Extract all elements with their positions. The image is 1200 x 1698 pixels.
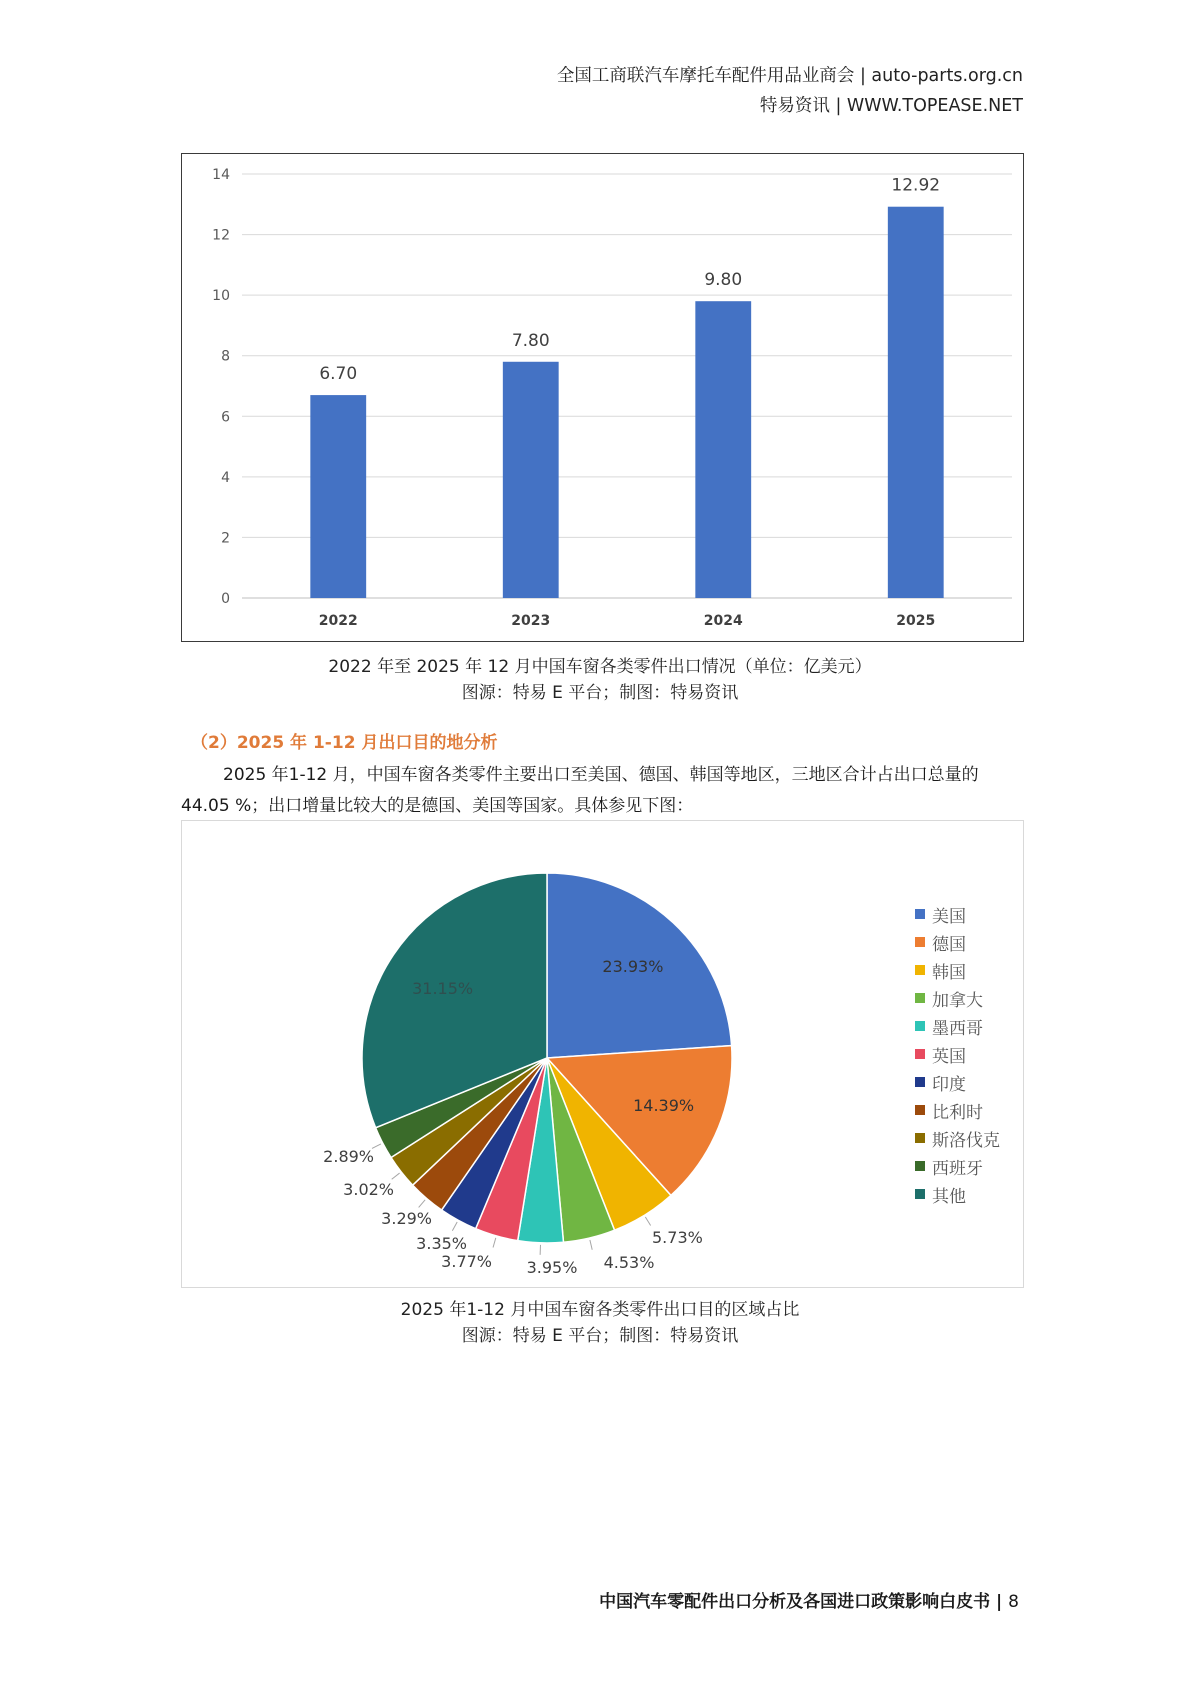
bar-value-label: 9.80	[704, 270, 743, 291]
legend-label: 韩国	[932, 962, 966, 983]
y-tick-label: 14	[212, 167, 230, 183]
pie-chart-source: 图源：特易 E 平台；制图：特易资讯	[461, 1326, 739, 1346]
section-paragraph-text: 2025 年1-12 月，中国车窗各类零件主要出口至美国、德国、韩国等地区，三地区合计占出口总量的44.05 %；出口增量比较大的是德国、美国等国家。具体参见下图：	[181, 765, 979, 816]
pie-value-label: 3.02%	[343, 1180, 394, 1199]
header-org-line: 全国工商联汽车摩托车配件用品业商会 | auto-parts.org.cn	[556, 66, 1023, 86]
y-tick-label: 12	[212, 227, 230, 244]
bar	[695, 301, 751, 598]
legend-swatch	[915, 1105, 925, 1115]
legend-item	[915, 1180, 1000, 1208]
legend-label: 美国	[932, 906, 966, 927]
pie-value-label: 2.89%	[323, 1147, 374, 1166]
pie-chart	[182, 821, 1023, 1287]
bar-value-label: 7.80	[511, 330, 550, 351]
pie-value-label: 4.53%	[603, 1253, 655, 1272]
pie-value-label: 3.29%	[381, 1209, 432, 1228]
page-footer	[599, 1587, 1019, 1612]
section-paragraph	[181, 760, 1023, 822]
legend-item	[915, 956, 1000, 984]
y-tick-label: 10	[212, 288, 230, 305]
pie-value-label: 3.77%	[441, 1252, 492, 1271]
header-site-line: 特易资讯 | WWW.TOPEASE.NET	[759, 96, 1023, 116]
pie-chart-frame	[181, 820, 1024, 1288]
legend-label: 英国	[932, 1046, 966, 1067]
pie-value-label: 23.93%	[602, 957, 664, 977]
legend-item	[915, 1124, 1000, 1152]
legend-item	[915, 1068, 1000, 1096]
legend-swatch	[915, 1077, 925, 1087]
legend-item	[915, 1012, 1000, 1040]
legend-swatch	[915, 937, 925, 947]
bar	[310, 395, 366, 598]
footer-title: 中国汽车零配件出口分析及各国进口政策影响白皮书	[599, 1592, 991, 1612]
legend-swatch	[915, 993, 925, 1003]
legend-swatch	[915, 1133, 925, 1143]
legend-label: 比利时	[932, 1102, 983, 1123]
bar-chart-source: 图源：特易 E 平台；制图：特易资讯	[461, 683, 739, 703]
legend-swatch	[915, 1161, 925, 1171]
legend-swatch	[915, 1049, 925, 1059]
pie-legend	[915, 900, 1000, 1208]
pie-leader-line	[645, 1217, 650, 1226]
legend-label: 西班牙	[932, 1158, 983, 1179]
bar-value-label: 6.70	[319, 364, 358, 385]
bar-chart-frame	[181, 153, 1024, 642]
y-tick-label: 8	[221, 348, 230, 365]
legend-item	[915, 900, 1000, 928]
legend-label: 墨西哥	[932, 1018, 983, 1039]
pie-leader-line	[590, 1240, 592, 1250]
pie-leader-line	[419, 1200, 426, 1208]
pie-leader-line	[452, 1222, 457, 1231]
footer-separator: |	[996, 1592, 1003, 1612]
pie-value-label: 5.73%	[652, 1228, 703, 1247]
legend-item	[915, 1040, 1000, 1068]
bar	[888, 207, 944, 598]
pie-value-label: 31.15%	[412, 978, 474, 998]
x-tick-label: 2022	[318, 613, 358, 629]
y-tick-label: 4	[221, 469, 230, 486]
section-heading: （2）2025 年 1-12 月出口目的地分析	[191, 733, 498, 753]
x-tick-label: 2025	[896, 613, 936, 629]
bar-chart	[182, 154, 1023, 641]
legend-item	[915, 928, 1000, 956]
legend-label: 印度	[932, 1074, 966, 1095]
legend-label: 德国	[932, 934, 966, 955]
legend-item	[915, 1152, 1000, 1180]
bar-value-label: 12.92	[891, 175, 941, 196]
legend-label: 加拿大	[932, 990, 983, 1011]
legend-item	[915, 984, 1000, 1012]
pie-leader-line	[493, 1238, 496, 1248]
pie-value-label: 3.35%	[416, 1234, 467, 1253]
x-tick-label: 2024	[703, 613, 743, 629]
y-tick-label: 0	[221, 591, 230, 607]
legend-item	[915, 1096, 1000, 1124]
pie-value-label: 14.39%	[633, 1096, 695, 1116]
y-tick-label: 6	[221, 409, 230, 426]
pie-value-label: 3.95%	[526, 1258, 578, 1277]
pie-chart-caption: 2025 年1-12 月中国车窗各类零件出口目的区域占比	[400, 1300, 800, 1320]
page-number: 8	[1008, 1592, 1019, 1612]
bar	[503, 362, 559, 598]
x-tick-label: 2023	[511, 613, 551, 629]
legend-swatch	[915, 1021, 925, 1031]
legend-label: 其他	[932, 1186, 966, 1207]
legend-swatch	[915, 965, 925, 975]
pie-leader-line	[392, 1173, 400, 1179]
legend-swatch	[915, 1189, 925, 1199]
legend-swatch	[915, 909, 925, 919]
bar-chart-caption: 2022 年至 2025 年 12 月中国车窗各类零件出口情况（单位：亿美元）	[328, 657, 872, 677]
y-tick-label: 2	[221, 530, 230, 547]
legend-label: 斯洛伐克	[932, 1130, 1000, 1151]
